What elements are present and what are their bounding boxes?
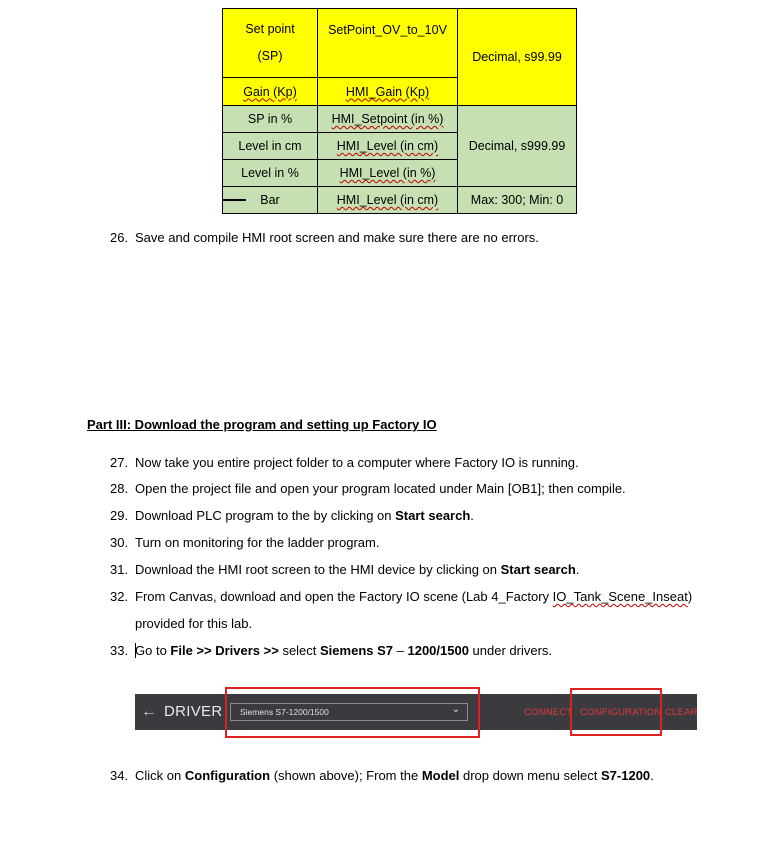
- driver-select-value: Siemens S7-1200/1500: [240, 707, 329, 717]
- step-28: [110, 481, 626, 496]
- step-31: [110, 562, 579, 577]
- step-number: 29.: [110, 508, 129, 523]
- step-text-2: (shown above); From the: [270, 768, 422, 783]
- step-text: Go to: [135, 643, 171, 658]
- step-bold-model: Model: [421, 768, 460, 783]
- step-text-end: .: [470, 508, 474, 523]
- step-text: Download PLC program to the by clicking on: [135, 508, 396, 523]
- cell-level-cm-tag: [318, 133, 458, 160]
- step-34: [110, 768, 654, 783]
- step-bold: Start search: [395, 508, 471, 523]
- cell-setpoint-line2: (SP): [257, 49, 283, 63]
- cell-gain-text: Gain (Kp): [243, 84, 297, 99]
- step-number: 32.: [110, 589, 129, 604]
- step-text: From Canvas, download and open the Factory IO scene (Lab 4_Factory: [135, 589, 553, 604]
- step-text: Click on: [135, 768, 185, 783]
- scene-file-name: IO_Tank_Scene_Inseat: [552, 589, 688, 604]
- step-text: Now take you entire project folder to a computer where Factory IO is running.: [135, 455, 579, 470]
- step-number: 33.: [110, 643, 129, 658]
- driver-title: DRIVER: [164, 703, 223, 720]
- step-text-4: under drivers.: [468, 643, 553, 658]
- step-27: [110, 455, 579, 470]
- cell-level-percent-tag-text: HMI_Level (in %): [339, 166, 436, 180]
- step-text: Save and compile HMI root screen and make sure there are no errors.: [135, 230, 539, 245]
- step-bold-model: 1200/1500: [407, 643, 469, 658]
- step-text-end: .: [575, 562, 580, 577]
- step-number: 30.: [110, 535, 129, 550]
- cell-gain-tag: [318, 78, 458, 106]
- step-bold-config: Configuration: [184, 768, 271, 783]
- step-text-3: drop down menu select: [459, 768, 602, 783]
- cell-sp-percent-tag: [318, 106, 458, 133]
- cell-bar-tag: [318, 187, 458, 214]
- step-32-continued: provided for this lab.: [135, 616, 253, 631]
- step-bold-driver: Siemens S7: [320, 643, 394, 658]
- cell-setpoint: [223, 9, 318, 78]
- step-32: [110, 589, 692, 604]
- step-number: 34.: [110, 768, 129, 783]
- cell-setpoint-format: Decimal, s99.99: [458, 9, 577, 106]
- table-divider: [222, 199, 246, 201]
- step-number: 26.: [110, 230, 129, 245]
- section-heading: Part III: Download the program and setting up Factory IO: [87, 417, 437, 432]
- cell-level-percent: Level in %: [223, 160, 318, 187]
- highlight-driver-select: [225, 687, 480, 738]
- step-bold: Start search: [500, 562, 576, 577]
- cell-gain-tag-text: HMI_Gain (Kp): [345, 84, 430, 99]
- step-text-4: .: [650, 768, 654, 783]
- cell-level-cm: Level in cm: [223, 133, 318, 160]
- cell-bar-range: Max: 300; Min: 0: [458, 187, 577, 214]
- step-text-end: ): [687, 589, 693, 604]
- clear-button[interactable]: CLEAR: [665, 707, 698, 718]
- step-30: [110, 535, 379, 550]
- cell-level-cm-tag-text: HMI_Level (in cm): [336, 139, 439, 153]
- cell-sp-percent-tag-text: HMI_Setpoint (in %): [331, 112, 444, 126]
- highlight-configuration: [570, 688, 662, 736]
- cell-bar-tag-text: HMI_Level (in cm): [336, 193, 439, 207]
- cell-gain: [223, 78, 318, 106]
- step-33: [110, 643, 552, 658]
- step-number: 28.: [110, 481, 129, 496]
- chevron-down-icon: ⌄: [451, 704, 460, 715]
- step-number: 27.: [110, 455, 129, 470]
- step-text: Open the project file and open your program located under Main [OB1]; then compile.: [135, 481, 626, 496]
- cell-bar: Bar: [223, 187, 318, 214]
- step-text: Download the HMI root screen to the HMI device by clicking on: [135, 562, 501, 577]
- configuration-button[interactable]: CONFIGURATION: [580, 707, 662, 718]
- cell-sp-percent: SP in %: [223, 106, 318, 133]
- tag-table: [222, 8, 577, 214]
- step-text: Turn on monitoring for the ladder program.: [135, 535, 380, 550]
- connect-button[interactable]: CONNECT: [524, 707, 573, 718]
- step-number: 31.: [110, 562, 129, 577]
- step-26: [110, 230, 539, 245]
- arrow-left-icon[interactable]: ←: [141, 703, 157, 720]
- cell-setpoint-line1: Set point: [245, 22, 295, 36]
- step-bold-menu: File >> Drivers >>: [170, 643, 279, 658]
- cell-level-format: Decimal, s999.99: [458, 106, 577, 187]
- step-text-3: –: [393, 643, 408, 658]
- step-29: [110, 508, 474, 523]
- step-bold-plc: S7-1200: [601, 768, 651, 783]
- cell-level-percent-tag: [318, 160, 458, 187]
- step-text-2: select: [278, 643, 321, 658]
- cell-setpoint-tag: SetPoint_OV_to_10V: [318, 9, 458, 78]
